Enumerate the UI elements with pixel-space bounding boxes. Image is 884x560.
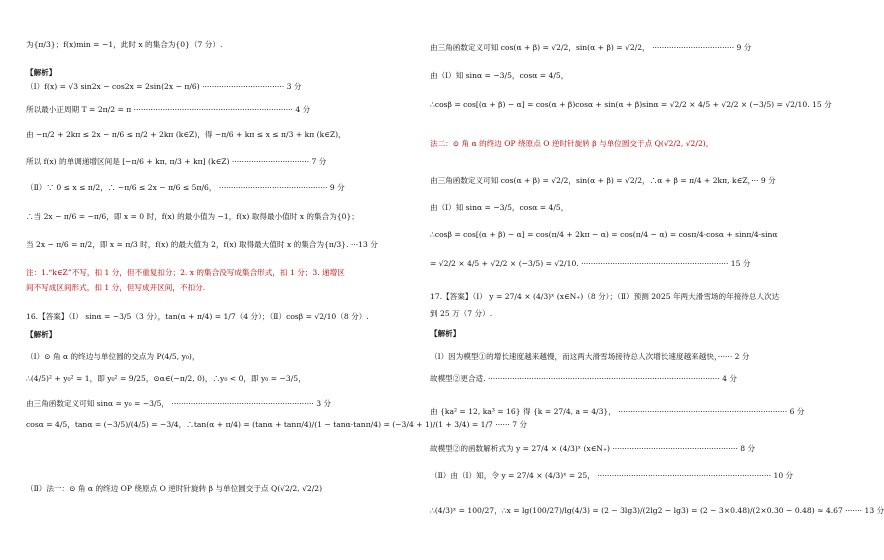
left-line-l12: 16.【答案】（Ⅰ） sinα = −3/5（3 分），tan(α + π/4) = 1/7（4 分）；（Ⅱ）cosβ = √2/10（8 分）. xyxy=(26,312,369,321)
left-line-l03: （Ⅰ）f(x) = √3 sin2x − cos2x = 2sin(2x − π/6) ·································· 3 分 xyxy=(26,82,302,91)
right-line-r11: 【解析】 xyxy=(430,329,461,338)
left-line-l17: cosα = 4/5，tanα = (−3/5)/(4/5) = −3/4，∴tan(α + π/4) = (tanα + tanπ/4)/(1 − tanα·tanπ/4) = (−3/4 + 1)/(1 + 3/4) = 1/7 ······ 7 分 xyxy=(26,420,528,429)
right-line-r03: ∴cosβ = cos[(α + β) − α] = cos(α + β)cosα + sin(α + β)sinα = √2/2 × 4/5 + √2/2 × (−3/5) = √2/10. 15 分 xyxy=(430,100,832,109)
right-line-r13: 故模型②更合适. ································································································ 4 分 xyxy=(430,374,737,383)
left-line-l05: 由 −π/2 + 2kπ ≤ 2x − π/6 ≤ π/2 + 2kπ (k∈Z)，得 −π/6 + kπ ≤ x ≤ π/3 + kπ (k∈Z)， xyxy=(26,130,346,139)
right-line-r01: 由三角函数定义可知 cos(α + β) = √2/2，sin(α + β) = √2/2， ·································· 9 分 xyxy=(430,43,752,52)
left-line-l06: 所以 f(x) 的单调递增区间是 [−π/6 + kπ, π/3 + kπ] (k∈Z) ································ 7 分 xyxy=(26,157,327,166)
right-line-r08: = √2/2 × 4/5 + √2/2 × (−3/5) = √2/10. ····························································· 15 分 xyxy=(430,259,751,268)
left-line-l02: 【解析】 xyxy=(26,68,57,77)
left-line-l04: 所以最小正周期 T = 2π/2 = π ·································································· 4 分 xyxy=(26,105,311,114)
right-line-r02: 由（Ⅰ）知 sinα = −3/5，cosα = 4/5， xyxy=(430,71,569,80)
right-line-r06: 由（Ⅰ）知 sinα = −3/5，cosα = 4/5， xyxy=(430,203,569,212)
left-line-l01: 为{π/3}；f(x)min = −1，此时 x 的集合为{0}（7 分）. xyxy=(26,40,223,49)
left-line-l16: 由三角函数定义可知 sinα = y₀ = −3/5， ··························································· 3 分 xyxy=(26,399,332,408)
left-line-l13: 【解析】 xyxy=(26,330,57,339)
right-line-r05: 由三角函数定义可知 cos(α + β) = √2/2，sin(α + β) = √2/2，∴α + β = π/4 + 2kπ, k∈Z，··· 9 分 xyxy=(430,176,776,185)
right-line-r14: 由 {ka² = 12, ka³ = 16} 得 {k = 27/4, a = 4/3}， ······································································ 6 分 xyxy=(430,407,805,416)
left-line-l14: （Ⅰ）⊙ 角 α 的终边与单位圆的交点为 P(4/5, y₀)， xyxy=(26,352,200,361)
right-line-r17: ∴(4/3)ˣ = 100/27，∴x = lg(100/27)/lg(4/3) = (2 − 3lg3)/(2lg2 − lg3) = (2 − 3×0.48)/(2×0.30 − 0.48) ≈ 4.67 ······· 13 分 xyxy=(430,506,884,515)
right-line-r09: 17.【答案】（Ⅰ） y = 27/4 × (4/3)ˣ (x∈N₊)（8 分）；（Ⅱ）预测 2025 年两大滑雪场的年接待总人次达 xyxy=(430,292,780,301)
left-line-l11: 间不写成区间形式，扣 1 分，但写成开区间，不扣分. xyxy=(26,283,206,292)
right-line-r10: 到 25 万（7 分）. xyxy=(430,309,493,318)
right-line-r15: 故模型②的函数解析式为 y = 27/4 × (4/3)ˣ (x∈N₊) ···················································· 8 分 xyxy=(430,444,756,453)
left-line-l09: 当 2x − π/6 = π/2，即 x = π/3 时，f(x) 的最大值为 2，f(x) 取得最大值时 x 的集合为{π/3}. ···13 分 xyxy=(26,240,378,249)
right-line-r12: （Ⅰ）因为模型①的增长速度越来越慢，而这两大滑雪场接待总人次增长速度越来越快，······ 2 分 xyxy=(430,352,750,361)
right-line-r04: 法二：⊙ 角 α 的终边 OP 绕原点 O 逆时针旋转 β 与单位圆交于点 Q(√2/2, √2/2)， xyxy=(430,139,714,148)
left-line-l07: （Ⅱ）∵ 0 ≤ x ≤ π/2，∴ −π/6 ≤ 2x − π/6 ≤ 5π/6， ············································· 9 分 xyxy=(26,183,345,192)
left-line-l18: （Ⅱ）法一：⊙ 角 α 的终边 OP 绕原点 O 逆时针旋转 β 与单位圆交于点 Q(√2/2, √2/2) xyxy=(26,484,323,493)
left-line-l15: ∴(4/5)² + y₀² = 1，即 y₀² = 9/25，⊙α∈(−π/2, 0)，∴y₀ < 0，即 y₀ = −3/5， xyxy=(26,374,306,383)
left-line-l08: ∴当 2x − π/6 = −π/6，即 x = 0 时，f(x) 的最小值为 −1，f(x) 取得最小值时 x 的集合为{0}； xyxy=(26,212,359,221)
right-line-r07: ∴cosβ = cos[(α + β) − α] = cos(π/4 + 2kπ − α) = cos(π/4 − α) = cosπ/4·cosα + sinπ/4·sinα xyxy=(430,230,778,239)
left-line-l10: 注：1.“k∈Z”不写，扣 1 分，但不重复扣分；2. x 的集合没写成集合形式，扣 1 分；3. 递增区 xyxy=(26,268,345,277)
right-line-r16: （Ⅱ）由（Ⅰ）知，令 y = 27/4 × (4/3)ˣ = 25， ········································································ 10 分 xyxy=(430,471,794,480)
